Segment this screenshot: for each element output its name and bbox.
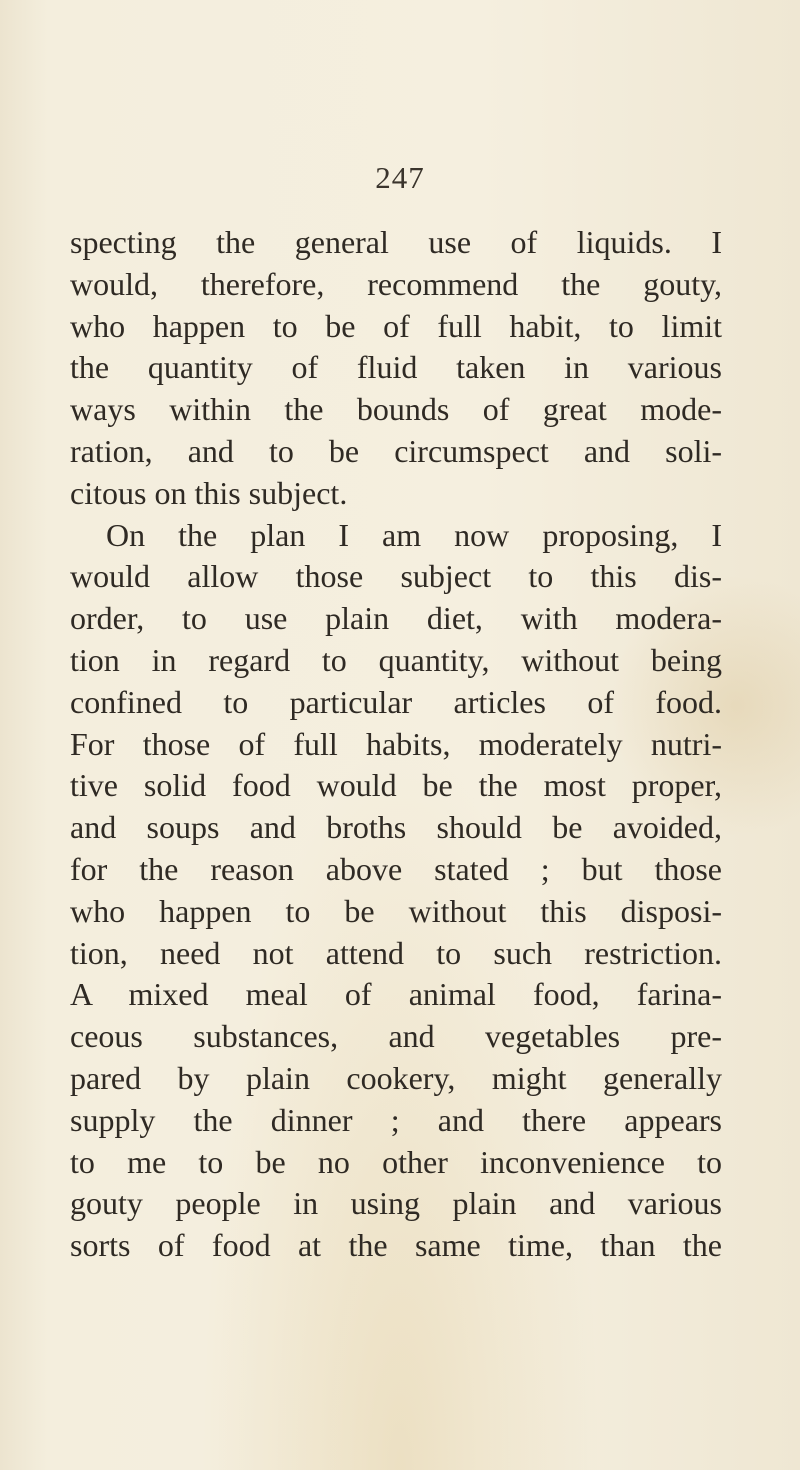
text-line: would, therefore, recommend the gouty, bbox=[70, 265, 722, 302]
text-line: who happen to be of full habit, to limit bbox=[70, 307, 722, 344]
paragraph-start-line: On the plan I am now proposing, I bbox=[106, 516, 722, 553]
text-line: A mixed meal of animal food, farina- bbox=[70, 976, 722, 1013]
text-line: citous on this subject. bbox=[70, 474, 348, 511]
text-line: ceous substances, and vegetables pre- bbox=[70, 1018, 722, 1055]
text-line: specting the general use of liquids. I bbox=[70, 224, 722, 260]
text-line: order, to use plain diet, with modera- bbox=[70, 600, 722, 637]
body-text bbox=[70, 222, 722, 1267]
text-line: supply the dinner ; and there appears bbox=[70, 1101, 722, 1138]
text-line: sorts of food at the same time, than the bbox=[70, 1227, 722, 1264]
text-line: who happen to be without this disposi- bbox=[70, 892, 722, 929]
text-line: tive solid food would be the most proper, bbox=[70, 767, 722, 804]
text-line: would allow those subject to this dis- bbox=[70, 558, 722, 595]
page-number: 247 bbox=[375, 160, 425, 195]
text-line: tion, need not attend to such restriction. bbox=[70, 934, 722, 971]
text-line: ways within the bounds of great mode- bbox=[70, 391, 722, 428]
text-line: confined to particular articles of food. bbox=[70, 683, 722, 720]
text-line: and soups and broths should be avoided, bbox=[70, 809, 722, 846]
text-line: to me to be no other inconvenience to bbox=[70, 1143, 722, 1180]
text-line: ration, and to be circumspect and soli- bbox=[70, 432, 722, 469]
text-line: gouty people in using plain and various bbox=[70, 1185, 722, 1222]
text-line: For those of full habits, moderately nutri- bbox=[70, 725, 722, 762]
text-line: the quantity of fluid taken in various bbox=[70, 349, 722, 386]
text-line: for the reason above stated ; but those bbox=[70, 850, 722, 887]
text-line: tion in regard to quantity, without being bbox=[70, 641, 722, 678]
text-line: pared by plain cookery, might generally bbox=[70, 1059, 722, 1096]
